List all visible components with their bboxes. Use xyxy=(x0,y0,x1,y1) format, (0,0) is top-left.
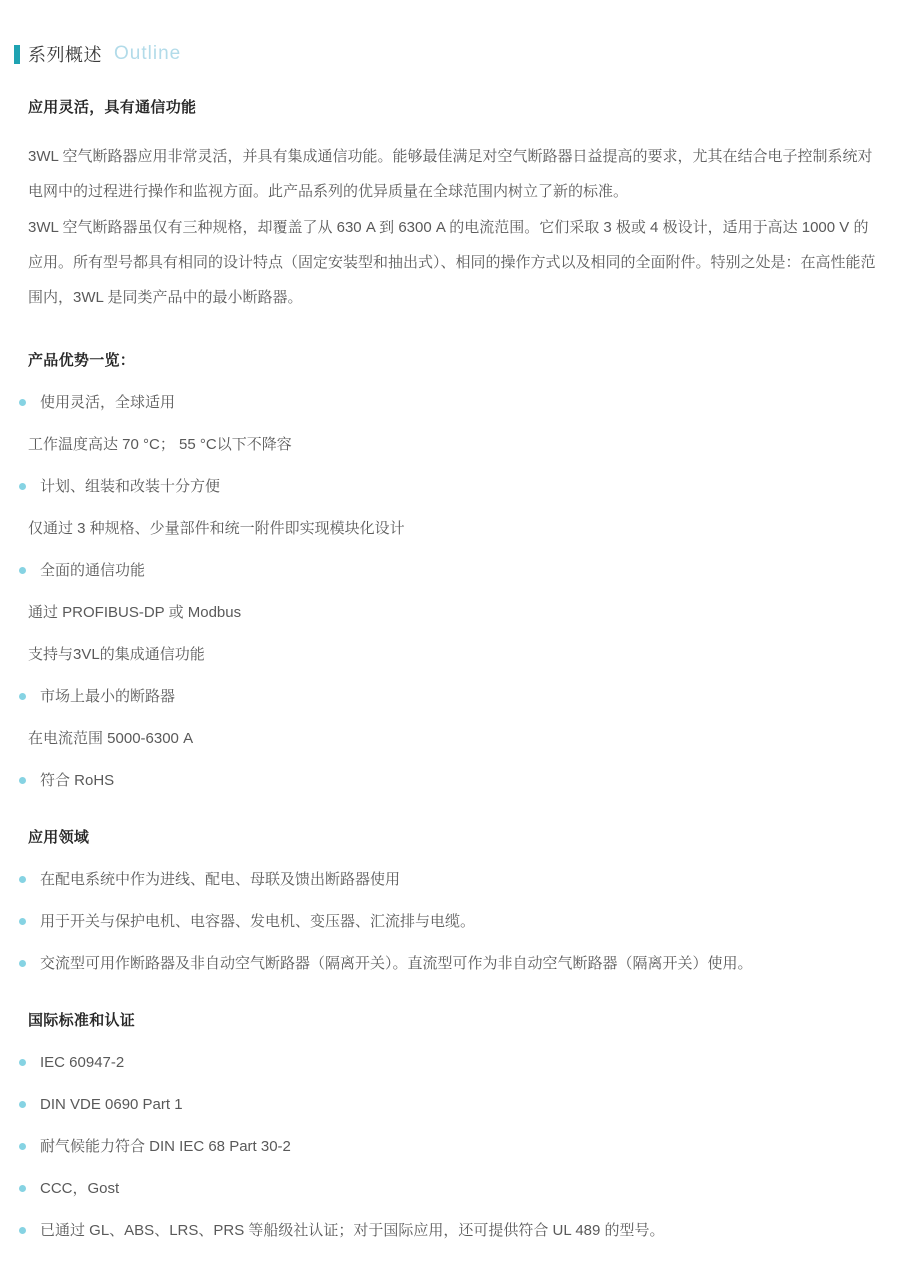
content-column xyxy=(28,96,876,1241)
list-item-text: 计划、组装和改装十分方便 xyxy=(40,478,221,495)
bullet-dot-icon xyxy=(19,483,26,490)
list-item xyxy=(28,1094,876,1115)
list-item xyxy=(28,602,876,623)
list-item-text: 工作温度高达 70 °C； 55 °C以下不降容 xyxy=(28,436,292,453)
list-item xyxy=(28,869,876,890)
list-item xyxy=(28,434,876,455)
applications-heading: 应用领域 xyxy=(28,829,90,846)
list-item-text: 已通过 GL、ABS、LRS、PRS 等船级社认证；对于国际应用，还可提供符合 UL 489 的型号。 xyxy=(40,1222,665,1239)
list-item-text: 交流型可用作断路器及非自动空气断路器（隔离开关）。直流型可作为非自动空气断路器（隔离开关）使用。 xyxy=(40,955,753,972)
bullet-dot-icon xyxy=(19,1059,26,1066)
list-item xyxy=(28,1052,876,1073)
list-item-text: 符合 RoHS xyxy=(40,772,115,789)
bullet-dot-icon xyxy=(19,1227,26,1234)
list-item-text: 全面的通信功能 xyxy=(40,562,146,579)
list-item xyxy=(28,911,876,932)
list-item xyxy=(28,953,876,974)
bullet-dot-icon xyxy=(19,960,26,967)
bullet-dot-icon xyxy=(19,399,26,406)
bullet-dot-icon xyxy=(19,777,26,784)
intro-paragraph-1: 3WL 空气断路器应用非常灵活，并具有集成通信功能。能够最佳满足对空气断路器日益提高的要求，尤其在结合电子控制系统对电网中的过程进行操作和监视方面。此产品系列的优异质量在全球范围内树立了新的标准。 xyxy=(28,148,873,200)
bullet-dot-icon xyxy=(19,876,26,883)
list-item xyxy=(28,1178,876,1199)
list-item-text: 在电流范围 5000-6300 A xyxy=(28,730,194,747)
list-item-text: 支持与3VL的集成通信功能 xyxy=(28,646,205,663)
list-item xyxy=(28,392,876,413)
intro-paragraph-2: 3WL 空气断路器虽仅有三种规格，却覆盖了从 630 A 到 6300 A 的电流范围。它们采取 3 极或 4 极设计，适用于高达 1000 V 的应用。所有型号都具有相同的设计特点（固定安装型和抽出式）、相同的操作方式以及相同的全面附件。特别之处是：在高性能范围内，3WL 是同类产品中的最小断路器。 xyxy=(28,219,876,306)
bullet-dot-icon xyxy=(19,918,26,925)
list-item-text: DIN VDE 0690 Part 1 xyxy=(40,1096,183,1113)
page-title: 系列概述 xyxy=(28,45,102,65)
bullet-dot-icon xyxy=(19,1101,26,1108)
list-item-text: 用于开关与保护电机、电容器、发电机、变压器、汇流排与电缆。 xyxy=(40,913,476,930)
list-item-text: 市场上最小的断路器 xyxy=(40,688,176,705)
accent-bar-icon xyxy=(14,45,20,64)
list-item-text: 在配电系统中作为进线、配电、母联及馈出断路器使用 xyxy=(40,871,401,888)
advantages-heading: 产品优势一览： xyxy=(28,352,136,369)
list-item-text: 通过 PROFIBUS-DP 或 Modbus xyxy=(28,604,242,621)
list-item xyxy=(28,686,876,707)
list-item-text: CCC，Gost xyxy=(40,1180,120,1197)
list-item xyxy=(28,770,876,791)
list-item-text: 使用灵活，全球适用 xyxy=(40,394,176,411)
list-item xyxy=(28,728,876,749)
list-item xyxy=(28,476,876,497)
page-title-en: Outline xyxy=(114,43,182,64)
list-item xyxy=(28,560,876,581)
list-item-text: 耐气候能力符合 DIN IEC 68 Part 30-2 xyxy=(40,1138,291,1155)
list-item xyxy=(28,1136,876,1157)
bullet-dot-icon xyxy=(19,567,26,574)
list-item-text: IEC 60947-2 xyxy=(40,1054,125,1071)
bullet-dot-icon xyxy=(19,1185,26,1192)
section-title-row xyxy=(14,41,876,67)
standards-heading: 国际标准和认证 xyxy=(28,1012,136,1029)
bullet-dot-icon xyxy=(19,693,26,700)
list-item-text: 仅通过 3 种规格、少量部件和统一附件即实现模块化设计 xyxy=(28,520,405,537)
bullet-dot-icon xyxy=(19,1143,26,1150)
list-item xyxy=(28,518,876,539)
list-item xyxy=(28,1220,876,1241)
list-item xyxy=(28,644,876,665)
intro-heading: 应用灵活，具有通信功能 xyxy=(28,99,197,116)
